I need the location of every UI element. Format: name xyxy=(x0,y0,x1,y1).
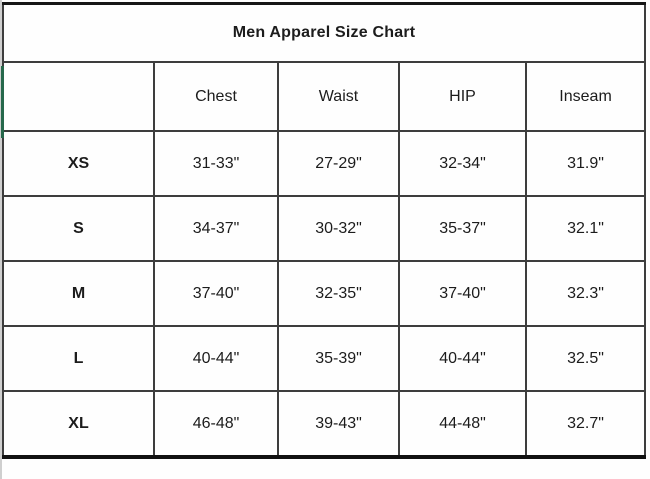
waist-value: 35-39" xyxy=(278,326,399,391)
col-header-inseam: Inseam xyxy=(526,62,645,131)
corner-cell xyxy=(3,62,154,131)
hip-value: 32-34" xyxy=(399,131,526,196)
size-label: S xyxy=(3,196,154,261)
size-label: XL xyxy=(3,391,154,457)
chest-value: 46-48" xyxy=(154,391,278,457)
size-label: M xyxy=(3,261,154,326)
waist-value: 27-29" xyxy=(278,131,399,196)
chest-value: 40-44" xyxy=(154,326,278,391)
chest-value: 31-33" xyxy=(154,131,278,196)
size-label: L xyxy=(3,326,154,391)
page-title: Men Apparel Size Chart xyxy=(3,4,645,63)
waist-value: 32-35" xyxy=(278,261,399,326)
hip-value: 37-40" xyxy=(399,261,526,326)
waist-value: 30-32" xyxy=(278,196,399,261)
hip-value: 35-37" xyxy=(399,196,526,261)
title-row xyxy=(3,4,645,63)
inseam-value: 32.1" xyxy=(526,196,645,261)
table-row-xl xyxy=(3,391,645,457)
col-header-waist: Waist xyxy=(278,62,399,131)
waist-value: 39-43" xyxy=(278,391,399,457)
header-row xyxy=(3,62,645,131)
size-chart-table xyxy=(2,2,646,459)
selection-edge-highlight xyxy=(1,66,4,138)
hip-value: 40-44" xyxy=(399,326,526,391)
inseam-value: 32.7" xyxy=(526,391,645,457)
chest-value: 37-40" xyxy=(154,261,278,326)
inseam-value: 32.5" xyxy=(526,326,645,391)
chest-value: 34-37" xyxy=(154,196,278,261)
inseam-value: 31.9" xyxy=(526,131,645,196)
table-row-m xyxy=(3,261,645,326)
hip-value: 44-48" xyxy=(399,391,526,457)
inseam-value: 32.3" xyxy=(526,261,645,326)
size-label: XS xyxy=(3,131,154,196)
col-header-chest: Chest xyxy=(154,62,278,131)
table-row-s xyxy=(3,196,645,261)
table-row-l xyxy=(3,326,645,391)
col-header-hip: HIP xyxy=(399,62,526,131)
table-row-xs xyxy=(3,131,645,196)
